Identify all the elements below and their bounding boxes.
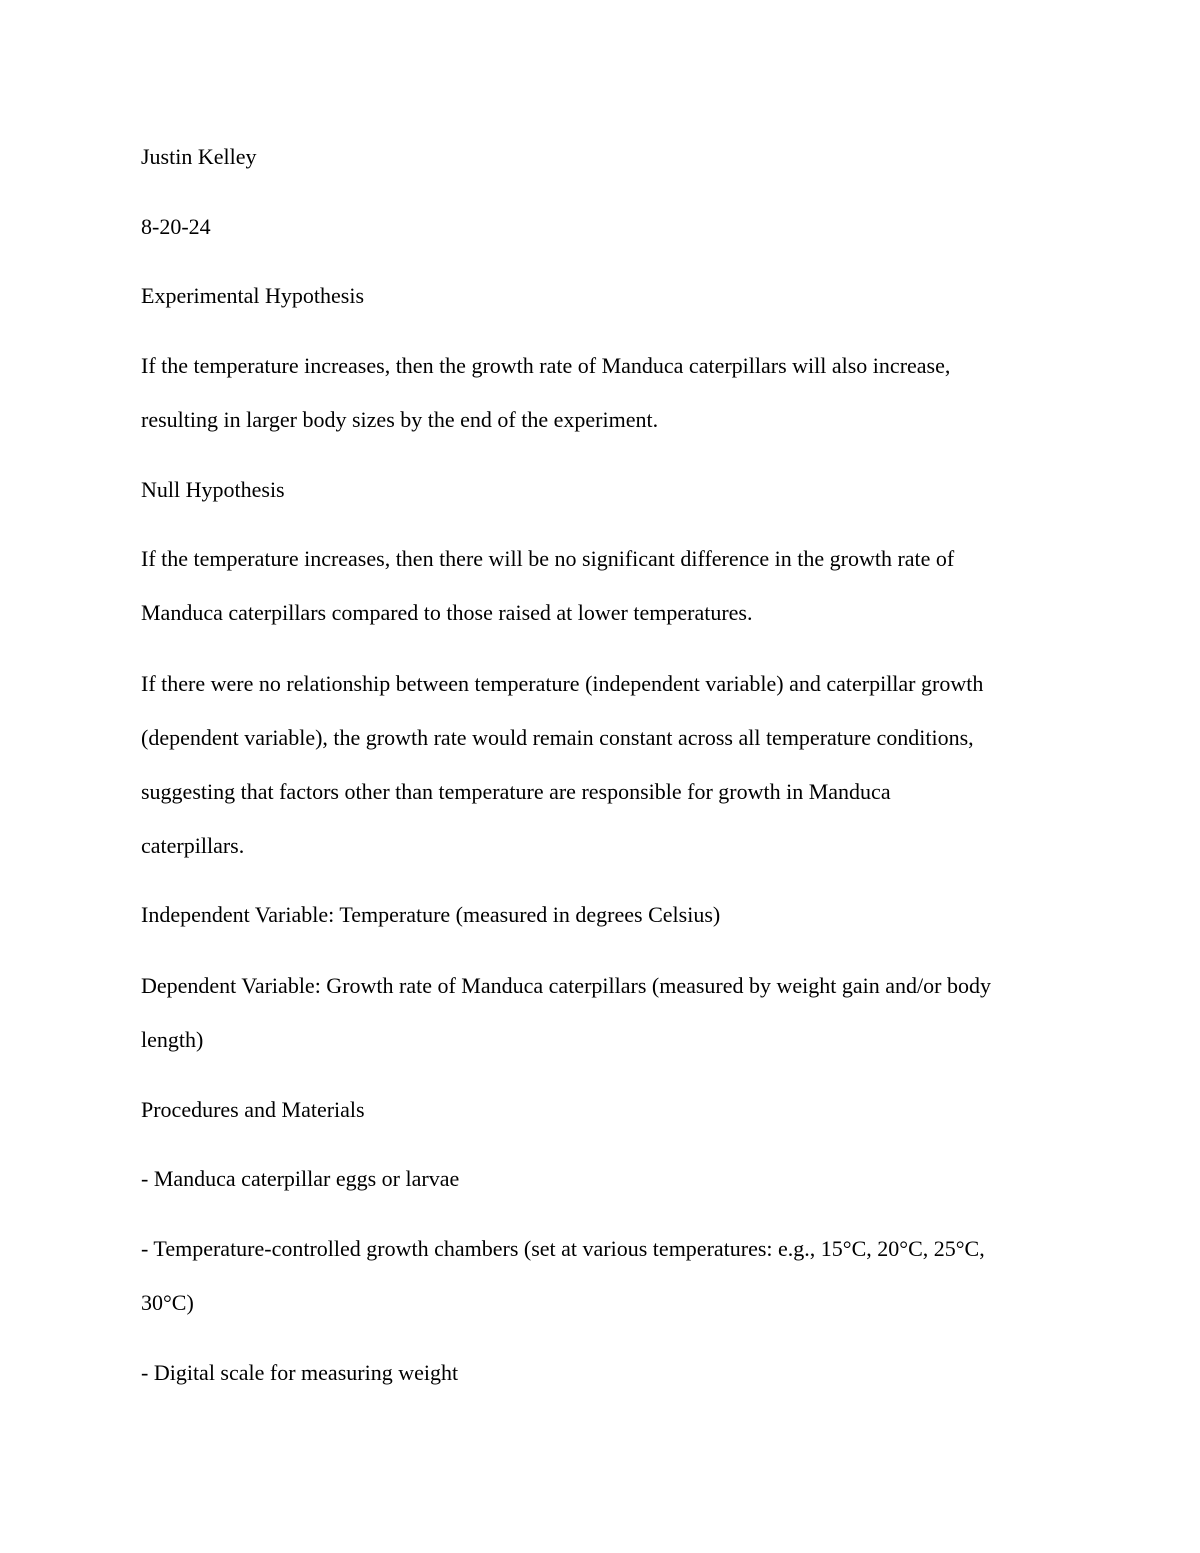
experimental-hypothesis-line-1: If the temperature increases, then the growth rate of Manduca caterpillars will also increase, bbox=[141, 353, 951, 378]
document-date: 8-20-24 bbox=[141, 214, 211, 239]
experimental-hypothesis-heading: Experimental Hypothesis bbox=[141, 283, 365, 308]
explanation-line-2: (dependent variable), the growth rate would remain constant across all temperature conditions, bbox=[141, 725, 974, 750]
author-name: Justin Kelley bbox=[141, 144, 257, 169]
independent-variable: Independent Variable: Temperature (measured in degrees Celsius) bbox=[141, 902, 721, 927]
explanation-line-1: If there were no relationship between temperature (independent variable) and caterpillar growth bbox=[141, 671, 984, 696]
explanation-line-3: suggesting that factors other than temperature are responsible for growth in Manduca bbox=[141, 779, 891, 804]
null-hypothesis-line-2: Manduca caterpillars compared to those raised at lower temperatures. bbox=[141, 600, 753, 625]
explanation-line-4: caterpillars. bbox=[141, 833, 245, 858]
dependent-variable-line-1: Dependent Variable: Growth rate of Manduca caterpillars (measured by weight gain and/or body bbox=[141, 973, 991, 998]
null-hypothesis-line-1: If the temperature increases, then there will be no significant difference in the growth rate of bbox=[141, 546, 955, 571]
null-hypothesis-heading: Null Hypothesis bbox=[141, 477, 285, 502]
materials-item-chambers-line-1: - Temperature-controlled growth chambers (set at various temperatures: e.g., 15°C, 20°C, 25°C, bbox=[141, 1236, 985, 1261]
dependent-variable-line-2: length) bbox=[141, 1027, 204, 1052]
materials-item-chambers-line-2: 30°C) bbox=[141, 1290, 194, 1315]
experimental-hypothesis-line-2: resulting in larger body sizes by the end of the experiment. bbox=[141, 407, 659, 432]
materials-item-eggs: - Manduca caterpillar eggs or larvae bbox=[141, 1166, 460, 1191]
materials-item-scale: - Digital scale for measuring weight bbox=[141, 1360, 459, 1385]
procedures-heading: Procedures and Materials bbox=[141, 1097, 365, 1122]
